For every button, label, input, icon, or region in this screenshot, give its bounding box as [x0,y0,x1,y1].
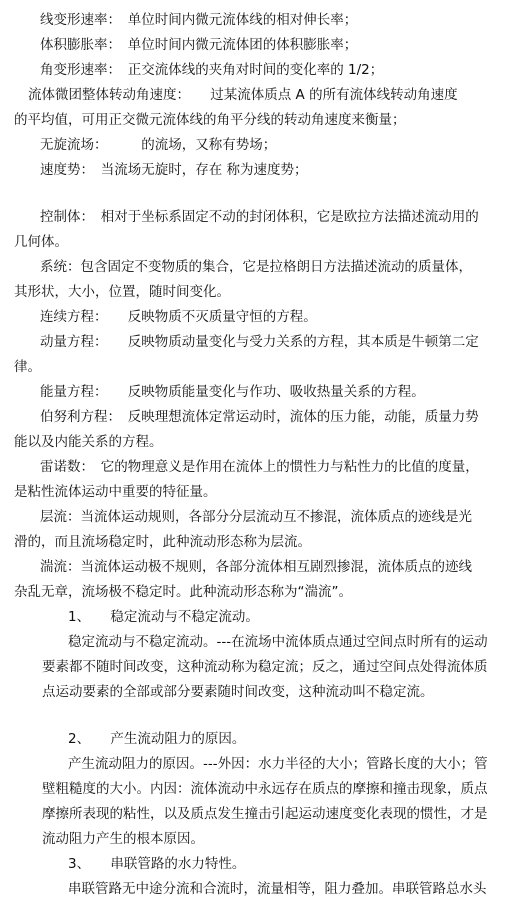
text-line: 伯努利方程： 反映理想流体定常运动时，流体的压力能，动能，质量力势 [40,409,479,425]
text-line: 是粘性流体运动中重要的特征量。 [14,484,217,500]
text-line: 流体微团整体转动角速度： 过某流体质点 A 的所有流体线转动角速度 [28,87,458,103]
text-line: 摩擦所表现的粘性，以及质点发生撞击引起运动速度变化表现的惯性，才是 [42,806,488,822]
text-line: 雷诺数： 它的物理意义是作用在流体上的惯性力与粘性力的比值的度量， [40,459,479,475]
text-line: 杂乱无章，流场极不稳定时。此种流动形态称为“湍流”。 [14,584,352,600]
text-line: 控制体： 相对于坐标系固定不动的封闭体积，它是欧拉方法描述流动用的 [40,209,479,225]
section-heading: 3、 串联管路的水力特性。 [68,856,246,872]
text-line: 产生流动阻力的原因。---外因：水力半径的大小；管路长度的大小；管 [68,756,488,772]
section-heading: 1、 稳定流动与不稳定流动。 [68,609,259,625]
text-line: 动量方程： 反映物质动量变化与受力关系的方程，其本质是牛顿第二定 [40,334,479,350]
text-line: 壁粗糙度的大小。内因：流体流动中永远存在质点的摩擦和撞击现象，质点 [42,781,488,797]
text-line: 线变形速率： 单位时间内微元流体线的相对伸长率； [40,12,358,28]
text-line: 体积膨胀率： 单位时间内微元流体团的体积膨胀率； [40,37,358,53]
text-line: 滑的，而且流场稳定时，此种流动形态称为层流。 [14,534,311,550]
text-line: 湍流：当流体运动极不规则，各部分流体相互剧烈掺混，流体质点的迹线 [40,559,472,575]
text-line: 流动阻力产生的根本原因。 [42,831,204,847]
text-line: 稳定流动与不稳定流动。---在流场中流体质点通过空间点时所有的运动 [68,634,488,650]
text-line: 连续方程： 反映物质不灭质量守恒的方程。 [40,309,317,325]
text-line: 角变形速率： 正交流体线的夹角对时间的变化率的 1/2； [40,62,384,78]
text-line: 几何体。 [14,234,68,250]
text-line: 速度势： 当流场无旋时，存在 称为速度势； [40,162,308,178]
text-line: 要素都不随时间改变，这种流动称为稳定流；反之，通过空间点处得流体质 [42,659,488,675]
text-line: 无旋流场： 的流场，又称有势场； [40,137,277,153]
text-line: 串联管路无中途分流和合流时，流量相等，阻力叠加。串联管路总水头 [68,881,487,897]
text-line: 能量方程： 反映物质能量变化与作功、吸收热量关系的方程。 [40,384,425,400]
section-heading: 2、 产生流动阻力的原因。 [68,731,246,747]
text-line: 系统：包含固定不变物质的集合，它是拉格朗日方法描述流动的质量体， [40,259,472,275]
text-line: 其形状，大小，位置，随时间变化。 [14,284,230,300]
text-line: 律。 [14,359,41,375]
text-line: 点运动要素的全部或部分要素随时间改变，这种流动叫不稳定流。 [42,684,434,700]
text-line: 层流：当流体运动规则，各部分分层流动互不掺混，流体质点的迹线是光 [40,509,472,525]
text-line: 能以及内能关系的方程。 [14,434,163,450]
text-line: 的平均值，可用正交微元流体线的角平分线的转动角速度来衡量； [14,112,406,128]
